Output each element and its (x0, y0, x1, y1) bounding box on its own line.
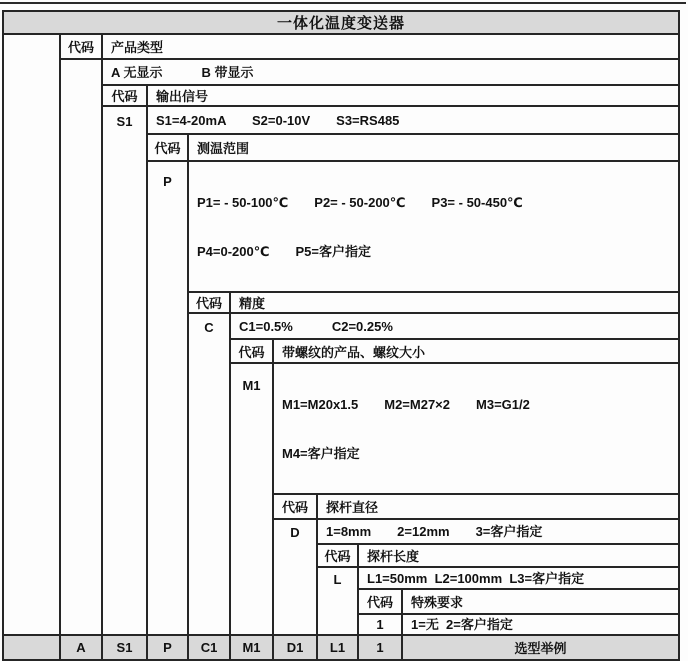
level-1-code-label: 代码 (60, 34, 102, 59)
level-8-code-value: 1 (358, 614, 402, 635)
level-1-header-row (3, 34, 679, 59)
level-2-value-row (3, 106, 679, 134)
selection-table (2, 10, 680, 661)
level-2-options: S1=4-20mA S2=0-10V S3=RS485 (147, 106, 679, 134)
level-1-code-value (60, 59, 102, 635)
level-7-options: L1=50mm L2=100mm L3=客户指定 (358, 567, 679, 589)
level-2-code-label: 代码 (102, 85, 147, 106)
level-6-name: 探杆直径 (317, 494, 679, 519)
level-1-value-row (3, 59, 679, 85)
summary-cell-thread: M1 (230, 635, 273, 660)
summary-row (3, 635, 679, 660)
level-5-code-label: 代码 (230, 339, 273, 363)
summary-example-label: 选型举例 (402, 635, 679, 660)
level-3-name: 测温范围 (188, 134, 679, 161)
level-3-options: P1= - 50-100℃ P2= - 50-200℃ P3= - 50-450℃ P4=0-200℃ P5=客户指定 (188, 161, 679, 292)
level-5-name: 带螺纹的产品、螺纹大小 (273, 339, 679, 363)
summary-cell-signal: S1 (102, 635, 147, 660)
level-3-code-value: P (147, 161, 188, 635)
page-title: 一体化温度变送器 (3, 11, 679, 34)
summary-cell-diameter: D1 (273, 635, 317, 660)
summary-cell-spacer (3, 635, 60, 660)
level-6-options: 1=8mm 2=12mm 3=客户指定 (317, 519, 679, 544)
level-8-name: 特殊要求 (402, 589, 679, 614)
level-1-options: A 无显示 B 带显示 (102, 59, 679, 85)
level-5-code-value: M1 (230, 363, 273, 635)
title-row (3, 11, 679, 34)
level-2-name: 输出信号 (147, 85, 679, 106)
summary-cell-range: P (147, 635, 188, 660)
level-3-code-label: 代码 (147, 134, 188, 161)
summary-cell-accuracy: C1 (188, 635, 230, 660)
left-spacer-cell (3, 34, 60, 635)
level-4-code-value: C (188, 313, 230, 635)
level-7-code-label: 代码 (317, 544, 358, 567)
level-7-code-value: L (317, 567, 358, 635)
top-divider (0, 2, 686, 4)
level-4-options: C1=0.5% C2=0.25% (230, 313, 679, 339)
level-6-code-value: D (273, 519, 317, 635)
summary-cell-length: L1 (317, 635, 358, 660)
level-8-code-label: 代码 (358, 589, 402, 614)
level-6-code-label: 代码 (273, 494, 317, 519)
level-4-name: 精度 (230, 292, 679, 313)
summary-cell-product: A (60, 635, 102, 660)
level-4-code-label: 代码 (188, 292, 230, 313)
level-1-name: 产品类型 (102, 34, 679, 59)
level-2-header-row (3, 85, 679, 106)
level-2-code-value: S1 (102, 106, 147, 635)
level-5-options: M1=M20x1.5 M2=M27×2 M3=G1/2 M4=客户指定 (273, 363, 679, 494)
level-7-name: 探杆长度 (358, 544, 679, 567)
level-8-options: 1=无 2=客户指定 (402, 614, 679, 635)
summary-cell-special: 1 (358, 635, 402, 660)
